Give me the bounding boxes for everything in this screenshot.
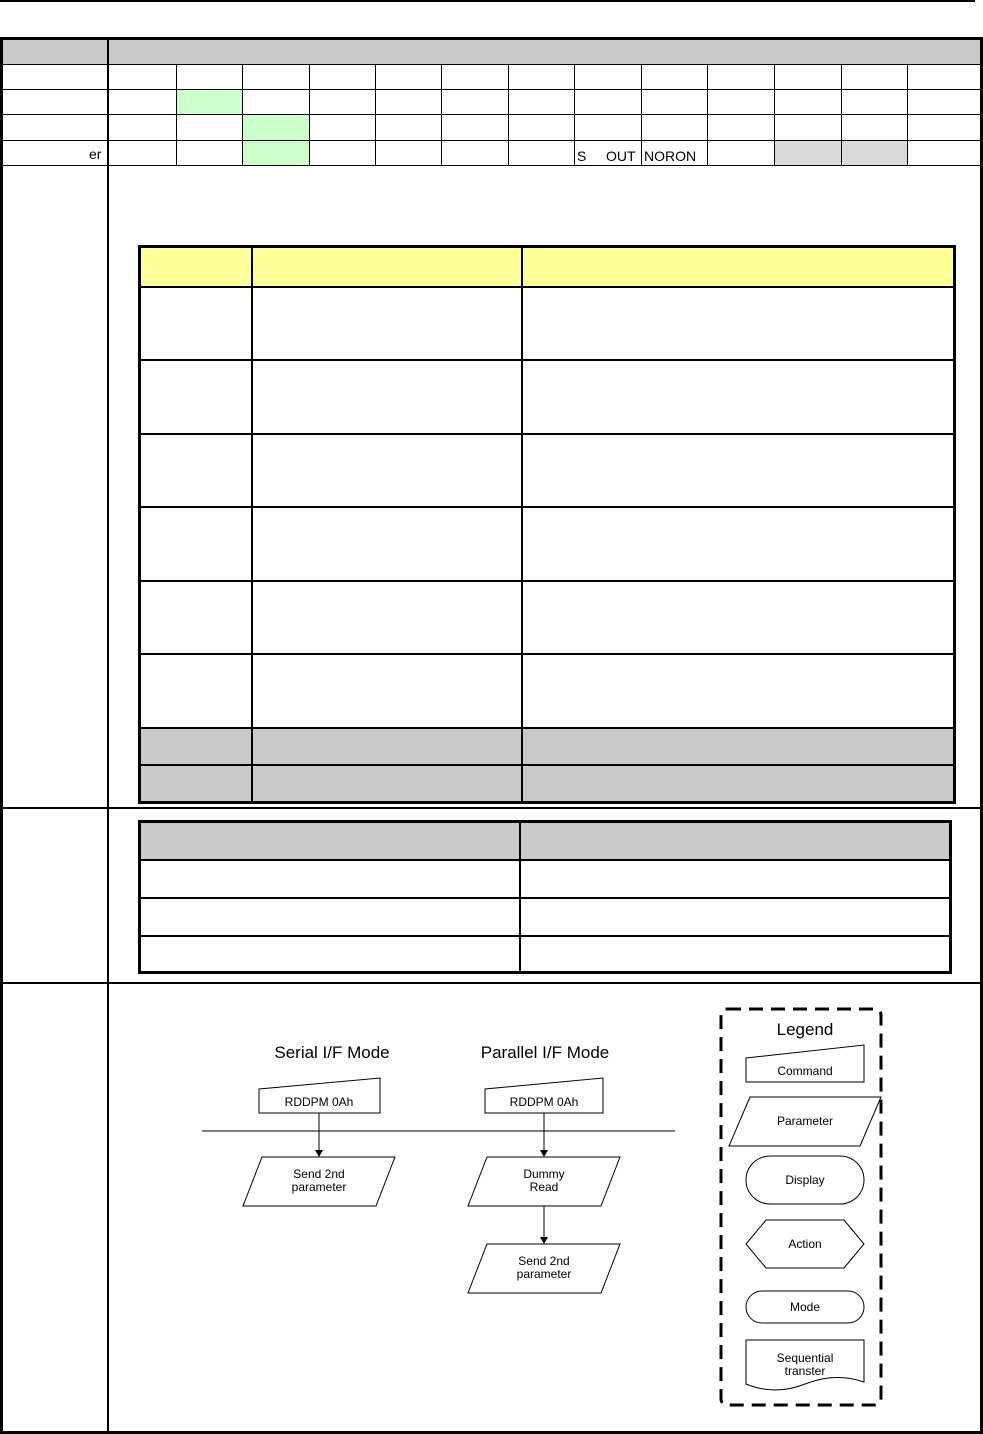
svg-text:Mode: Mode: [789, 1300, 821, 1314]
svg-text:Command: Command: [777, 1064, 833, 1078]
bit-cell-text: OUT: [606, 148, 636, 164]
serial-command-shape: [259, 1078, 380, 1113]
svg-text:RDDPM 0Ah: RDDPM 0Ah: [284, 1095, 354, 1109]
svg-text:Action: Action: [788, 1237, 822, 1251]
parallel-dummy-read-shape: [468, 1157, 620, 1206]
svg-text:Send 2nd: Send 2nd: [293, 1167, 345, 1181]
parallel-parameter-shape: [468, 1244, 620, 1293]
bit-cell-text: NORON: [644, 148, 697, 164]
legend-title: Legend: [776, 1020, 834, 1039]
svg-text:parameter: parameter: [291, 1180, 347, 1194]
svg-text:Display: Display: [785, 1173, 825, 1187]
serial-parameter-shape: [243, 1157, 395, 1206]
legend-sequential: [746, 1340, 864, 1390]
bit-cell-text: S: [577, 148, 587, 164]
legend-mode: [746, 1291, 864, 1323]
svg-text:transter: transter: [784, 1364, 826, 1378]
arrow: [540, 1206, 548, 1244]
arrow: [540, 1113, 548, 1157]
legend-action: [746, 1220, 864, 1268]
parallel-command-shape: [485, 1078, 603, 1113]
row-label: er: [89, 146, 102, 162]
svg-text:Send 2nd: Send 2nd: [518, 1254, 570, 1268]
parallel-mode-title: Parallel I/F Mode: [480, 1043, 610, 1062]
serial-mode-title: Serial I/F Mode: [274, 1043, 390, 1062]
svg-text:Read: Read: [529, 1180, 559, 1194]
svg-text:RDDPM 0Ah: RDDPM 0Ah: [509, 1095, 579, 1109]
legend-command: [746, 1045, 864, 1082]
svg-text:Parameter: Parameter: [776, 1114, 834, 1128]
legend-display: [746, 1156, 864, 1204]
svg-text:parameter: parameter: [516, 1267, 572, 1281]
arrow: [315, 1113, 323, 1157]
legend-parameter: [729, 1097, 881, 1146]
svg-text:Sequential: Sequential: [776, 1351, 834, 1365]
svg-text:Dummy: Dummy: [523, 1167, 565, 1181]
